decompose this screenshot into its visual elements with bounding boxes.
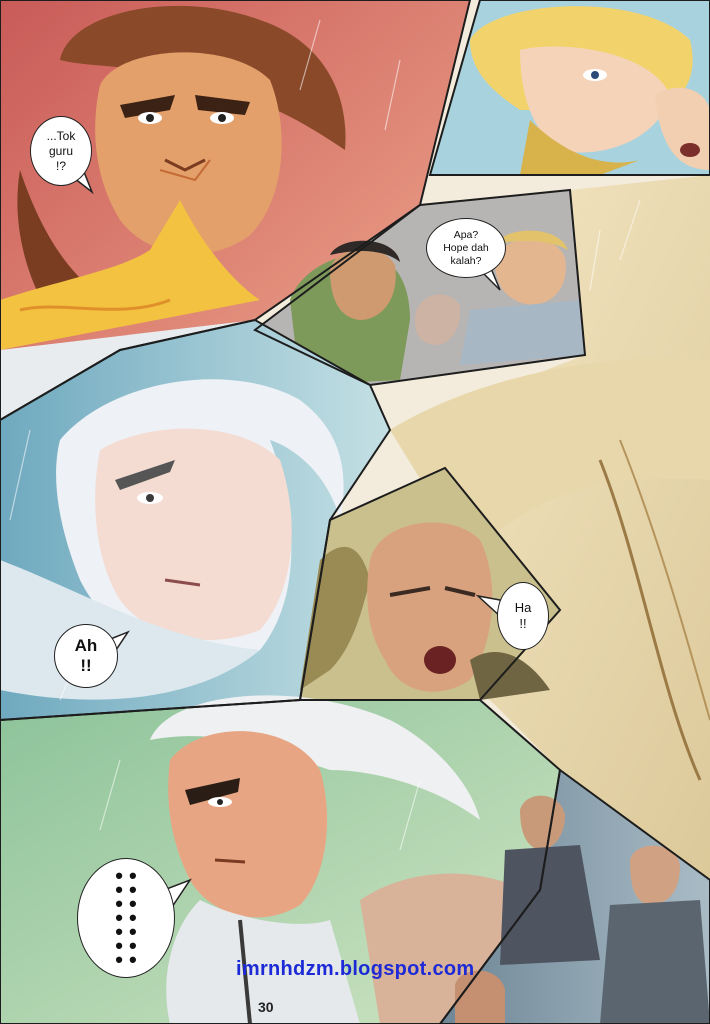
speech-bubble-hope-kalah [426, 218, 506, 278]
speech-bubble-ellipsis [77, 858, 175, 978]
speech-text-ha: Ha !! [514, 600, 532, 631]
speech-bubble-tok-guru [30, 116, 92, 186]
speech-text-tok-guru: ...Tok guru !? [46, 128, 76, 173]
speech-bubble-ha [497, 582, 549, 650]
speech-bubble-ah [54, 624, 118, 688]
speech-text-ellipsis: • • • • • • • • • • • • • • [115, 863, 137, 972]
watermark-url: imrnhdzm.blogspot.com [236, 958, 475, 980]
speech-text-ah: Ah !! [74, 636, 98, 675]
page-number: 30 [258, 999, 274, 1015]
speech-text-hope-kalah: Apa? Hope dah kalah? [443, 228, 489, 267]
